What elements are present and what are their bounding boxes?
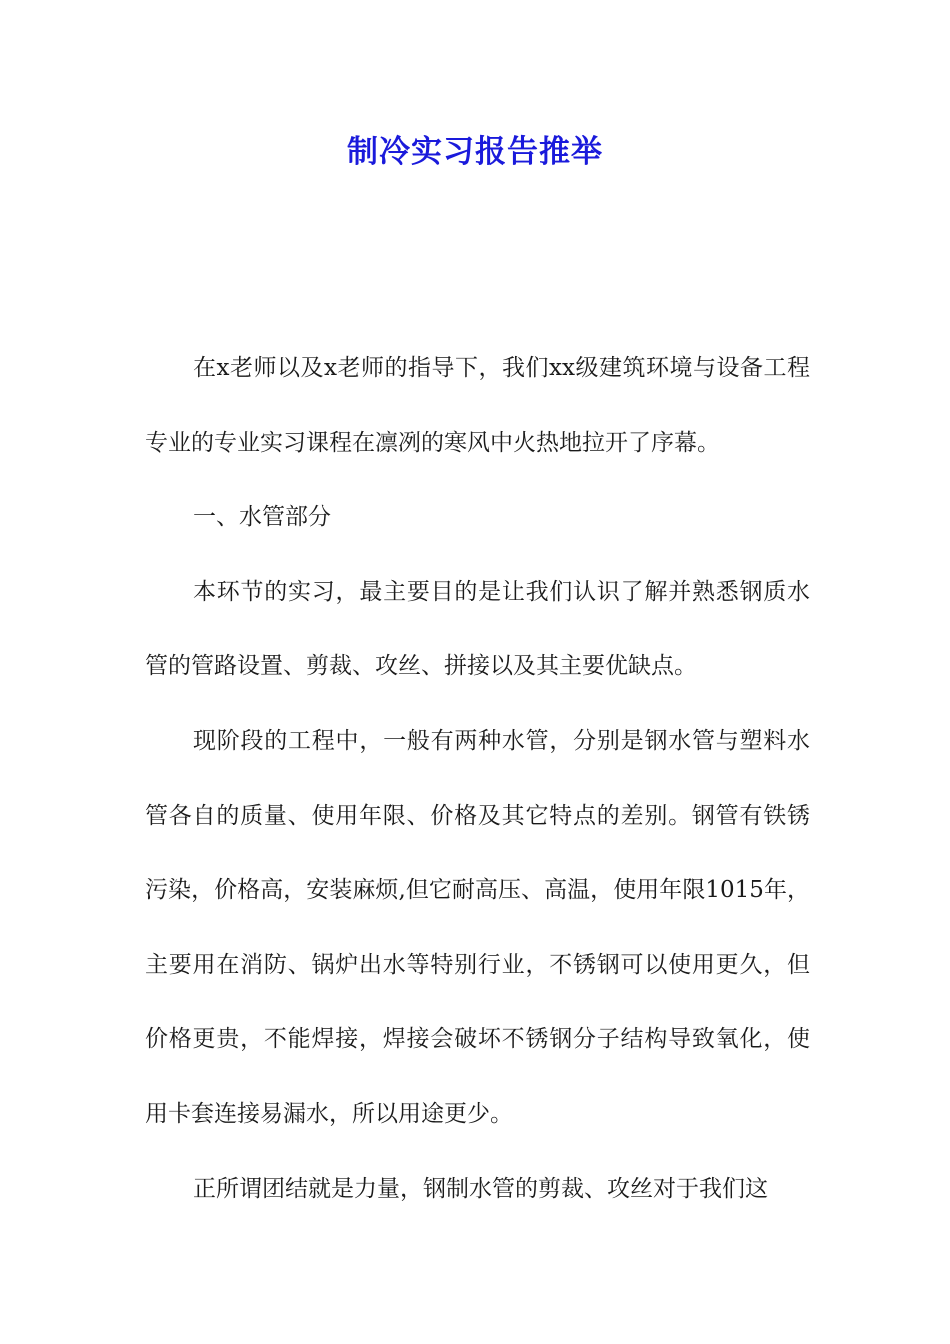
section-heading-water-pipe: 一、水管部分 (193, 504, 331, 531)
document-body (145, 331, 810, 1226)
paragraph-intro: 在x老师以及x老师的指导下，我们xx级建筑环境与设备工程专业的专业实习课程在凛冽的寒风中火热地拉开了序幕。 (145, 355, 810, 456)
paragraph-purpose: 本环节的实习，最主要目的是让我们认识了解并熟悉钢质水管的管路设置、剪裁、攻丝、拼接以及其主要优缺点。 (145, 578, 810, 680)
document-title: 制冷实习报告推举 (347, 134, 603, 170)
paragraph-pipe-types: 现阶段的工程中，一般有两种水管，分别是钢水管与塑料水管各自的质量、使用年限、价格及其它特点的差别。钢管有铁锈污染，价格高，安装麻烦,但它耐高压、高温，使用年限1015年，主要用在消防、锅炉出水等特别行业，不锈钢可以使用更久，但价格更贵，不能焊接，焊接会破坏不锈钢分子结构导致氧化，使用卡套连接易漏水，所以用途更少。 (145, 727, 810, 1127)
paragraph-teamwork: 正所谓团结就是力量，钢制水管的剪裁、攻丝对于我们这 (193, 1175, 768, 1202)
